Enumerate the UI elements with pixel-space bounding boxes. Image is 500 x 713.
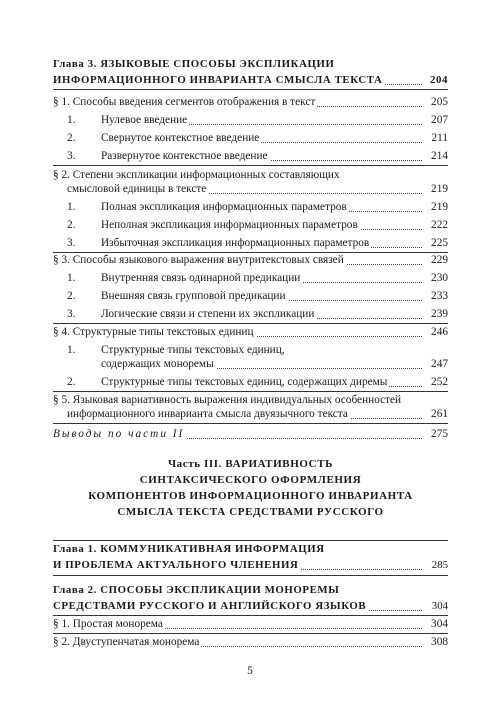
toc-item-3-2: 2. Внешняя связь групповой предикации 233 bbox=[53, 289, 448, 303]
divider bbox=[53, 323, 448, 324]
toc-item-1-2: 2. Свернутое контекстное введение 211 bbox=[53, 131, 448, 145]
toc-p3-chapter-2-line-1: Глава 2. СПОСОБЫ ЭКСПЛИКАЦИИ МОНОРЕМЫ bbox=[53, 584, 340, 596]
toc-chapter-3-line-2: ИНФОРМАЦИОННОГО ИНВАРИАНТА СМЫСЛА ТЕКСТА 204 bbox=[53, 74, 448, 86]
toc-conclusions-part-2: Выводы по части II 275 bbox=[53, 428, 448, 440]
toc-item-2-2: 2. Неполная экспликация информационных параметров 222 bbox=[53, 218, 448, 232]
toc-item-2-1: 1. Полная экспликация информационных параметров 219 bbox=[53, 200, 448, 214]
toc-item-4-1-line-2: содержащих моноремы 247 bbox=[53, 357, 448, 371]
toc-section-5-line-2: информационного инварианта смысла двуязычного текста 261 bbox=[53, 407, 448, 421]
divider bbox=[53, 391, 448, 392]
divider bbox=[53, 615, 448, 616]
toc-section-4: § 4. Структурные типы текстовых единиц 246 bbox=[53, 326, 448, 338]
toc-item-4-1-line-1: 1. Структурные типы текстовых единиц, bbox=[53, 343, 448, 357]
part-3-title-line-1: Часть III. ВАРИАТИВНОСТЬ bbox=[167, 458, 334, 470]
toc-p3-chapter-1-line-1: Глава 1. КОММУНИКАТИВНАЯ ИНФОРМАЦИЯ bbox=[53, 543, 325, 555]
toc-item-4-2: 2. Структурные типы текстовых единиц, содержащих диремы 252 bbox=[53, 375, 448, 389]
divider bbox=[53, 165, 448, 166]
toc-item-3-3: 3. Логические связи и степени их экспликации 239 bbox=[53, 307, 448, 321]
part-3-title-line-4: СМЫСЛА ТЕКСТА СРЕДСТВАМИ РУССКОГО bbox=[117, 506, 384, 518]
part-3-title-line-2: СИНТАКСИЧЕСКОГО ОФОРМЛЕНИЯ bbox=[139, 474, 362, 486]
toc-item-1-1: 1. Нулевое введение 207 bbox=[53, 113, 448, 127]
chapter-3-underline bbox=[53, 89, 448, 90]
toc-section-1: § 1. Способы введения сегментов отображения в текст 205 bbox=[53, 96, 448, 108]
toc-item-1-3: 3. Развернутое контекстное введение 214 bbox=[53, 149, 448, 163]
page-number: 5 bbox=[247, 665, 253, 677]
toc-item-3-1: 1. Внутренняя связь одинарной предикации 230 bbox=[53, 271, 448, 285]
toc-p3-section-2: § 2. Двуступенчатая монорема 308 bbox=[53, 636, 448, 648]
toc-section-2-line-2: смысловой единицы в тексте 219 bbox=[53, 182, 448, 196]
divider bbox=[53, 633, 448, 634]
toc-section-5-line-1: § 5. Языковая вариативность выражения индивидуальных особенностей bbox=[53, 394, 402, 406]
part-3-title-line-3: КОМПОНЕНТОВ ИНФОРМАЦИОННОГО ИНВАРИАНТА bbox=[88, 490, 413, 502]
toc-section-2-line-1: § 2. Степени экспликации информационных составляющих bbox=[53, 169, 340, 181]
toc-chapter-3-line-1: Глава 3. ЯЗЫКОВЫЕ СПОСОБЫ ЭКСПЛИКАЦИИ bbox=[53, 58, 335, 70]
toc-item-2-3: 3. Избыточная экспликация информационных параметров 225 bbox=[53, 236, 448, 250]
toc-section-3: § 3. Способы языкового выражения внутритекстовых связей 229 bbox=[53, 254, 448, 266]
toc-p3-chapter-2-line-2: СРЕДСТВАМИ РУССКОГО И АНГЛИЙСКОГО ЯЗЫКОВ 304 bbox=[53, 600, 448, 612]
divider bbox=[53, 423, 448, 424]
divider bbox=[53, 575, 448, 576]
toc-p3-section-1: § 1. Простая монорема 304 bbox=[53, 618, 448, 630]
toc-p3-chapter-1-line-2: И ПРОБЛЕМА АКТУАЛЬНОГО ЧЛЕНЕНИЯ 285 bbox=[53, 559, 448, 571]
divider bbox=[53, 540, 448, 541]
